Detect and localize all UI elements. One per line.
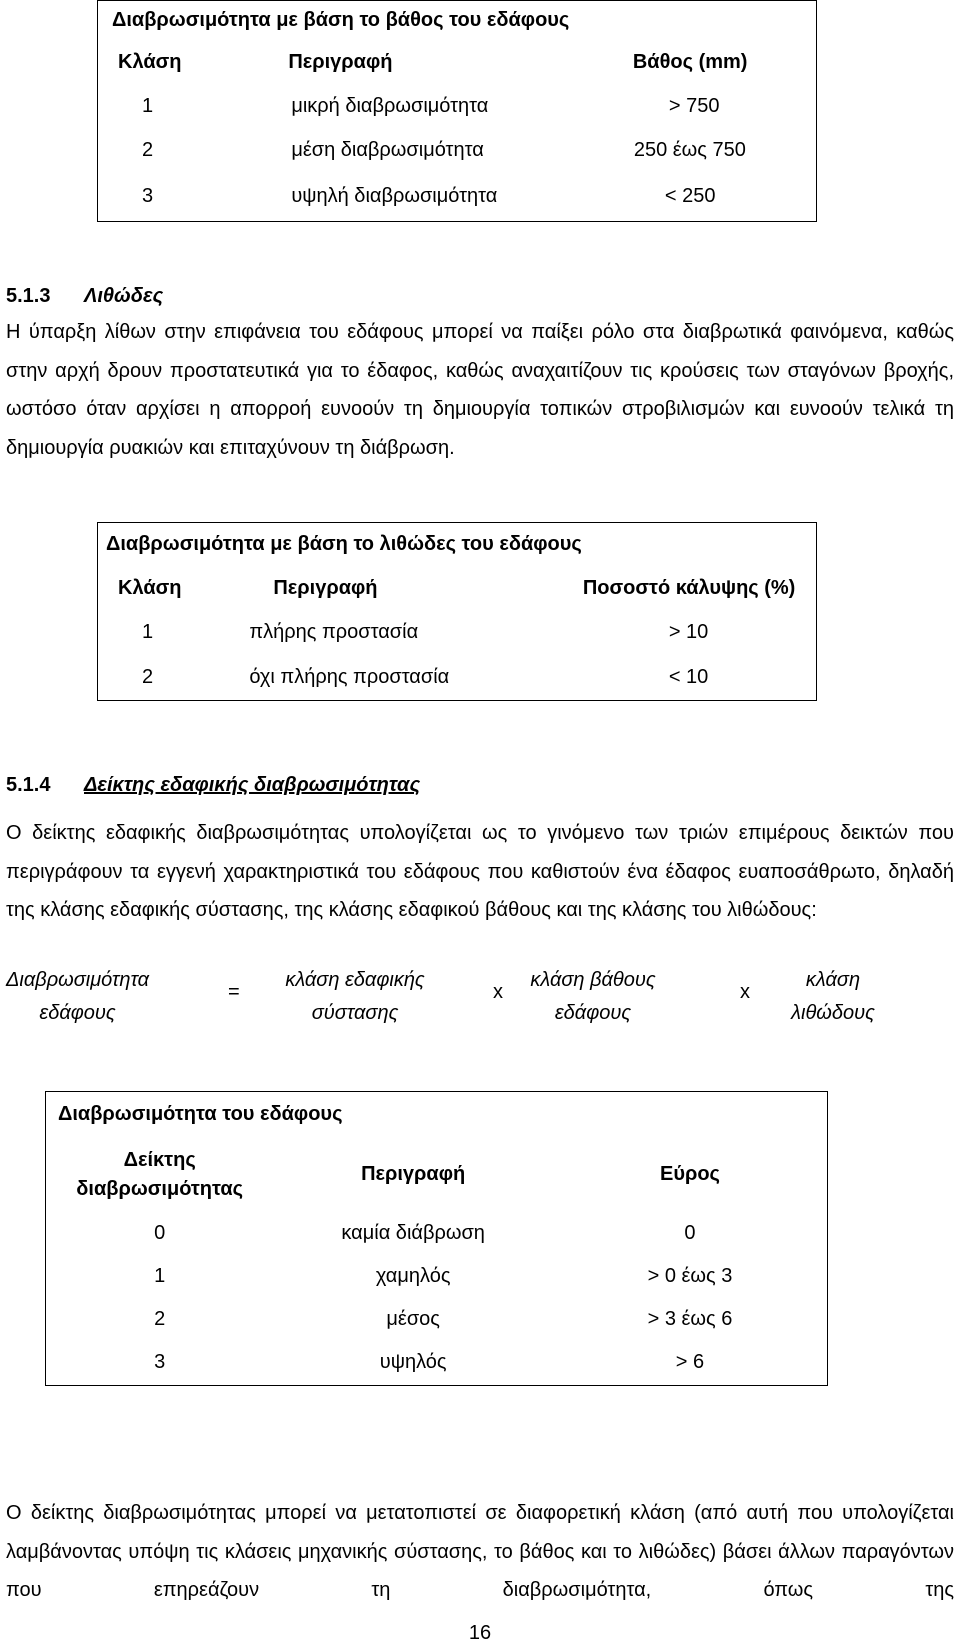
section-heading-index bbox=[6, 774, 421, 797]
table-row bbox=[46, 1341, 828, 1386]
column-header: Βάθος (mm) bbox=[632, 51, 748, 73]
table-cell: > 10 bbox=[668, 621, 709, 643]
table-row bbox=[46, 1298, 828, 1341]
paragraph-stoniness: Η ύπαρξη λίθων στην επιφάνεια του εδάφους μπορεί να παίξει ρόλο στα διαβρωτικά φαινόμενα, καθώς στην αρχή δρουν προστατευτικά για το έδαφος, καθώς αναχαιτίζουν τις κρούσεις των σταγόνων βροχής, ωστόσο όταν αρχίσει η απορροή ευνοούν τη δημιουργία τοπικών στροβιλισμών και ευνοούν τελικά τη δημιουργία ρυακιών και επιταχύνουν τη διάβρωση. bbox=[6, 321, 954, 459]
table-title: Διαβρωσιμότητα με βάση το λιθώδες του εδάφους bbox=[106, 533, 582, 556]
table-row bbox=[98, 655, 817, 701]
table-cell: 3 bbox=[154, 1351, 166, 1374]
section-title: Δείκτης εδαφικής διαβρωσιμότητας bbox=[84, 774, 421, 796]
column-header: Κλάση bbox=[118, 577, 182, 599]
table-cell: 3 bbox=[142, 185, 154, 208]
formula-times: x bbox=[493, 981, 503, 1003]
table-cell: > 3 έως 6 bbox=[647, 1307, 733, 1330]
formula-term-texture: κλάση εδαφικής σύστασης bbox=[285, 969, 425, 1024]
page-number: 16 bbox=[468, 1622, 492, 1644]
table-cell: υψηλός bbox=[379, 1351, 447, 1374]
table-cell: > 6 bbox=[675, 1351, 705, 1374]
table-cell: 1 bbox=[142, 95, 154, 117]
table-cell: 0 bbox=[154, 1221, 166, 1244]
column-header: Ποσοστό κάλυψης (%) bbox=[582, 577, 796, 599]
table-row bbox=[98, 611, 817, 655]
table-cell: 250 έως 750 bbox=[633, 139, 746, 161]
section-title: Λιθώδες bbox=[84, 285, 164, 307]
formula-term-depth: κλάση βάθους εδάφους bbox=[530, 969, 656, 1024]
column-header: Περιγραφή bbox=[361, 1163, 466, 1185]
table-cell: > 0 έως 3 bbox=[647, 1264, 733, 1287]
formula-equals: = bbox=[228, 981, 240, 1003]
table-depth bbox=[97, 0, 817, 222]
table-cell: καμία διάβρωση bbox=[341, 1221, 485, 1244]
column-header: Εύρος bbox=[659, 1163, 720, 1185]
section-number: 5.1.4 bbox=[6, 774, 51, 796]
table-cell: μέσος bbox=[386, 1307, 440, 1330]
table-title: Διαβρωσιμότητα του εδάφους bbox=[58, 1103, 343, 1126]
formula-times: x bbox=[740, 981, 750, 1003]
formula-term-stoniness: κλάση λιθώδους bbox=[791, 969, 875, 1024]
table-cell: 2 bbox=[142, 139, 154, 161]
table-row bbox=[46, 1255, 828, 1298]
column-header: Δείκτης διαβρωσιμότητας bbox=[76, 1148, 244, 1200]
table-cell: χαμηλός bbox=[375, 1264, 451, 1287]
paragraph-index: Ο δείκτης εδαφικής διαβρωσιμότητας υπολογίζεται ως το γινόμενο των τριών επιμέρους δεικτών που περιγράφουν τα εγγενή χαρακτηριστικά του εδάφους που καθιστούν ένα έδαφος ευαποσάθρωτο, δηλαδή της κλάσης εδαφικής σύστασης, της κλάσης εδαφικού βάθους και της κλάσης του λιθώδους: bbox=[6, 822, 954, 921]
table-erodibility-index bbox=[45, 1091, 828, 1386]
table-cell: μέση διαβρωσιμότητα bbox=[291, 139, 484, 161]
table-cell: 1 bbox=[154, 1264, 166, 1287]
table-row bbox=[98, 85, 817, 129]
table-cell: πλήρης προστασία bbox=[249, 621, 419, 643]
table-cell: όχι πλήρης προστασία bbox=[249, 665, 450, 688]
section-heading-stoniness bbox=[6, 285, 164, 308]
table-cell: μικρή διαβρωσιμότητα bbox=[291, 95, 489, 117]
table-row bbox=[46, 1212, 828, 1255]
column-header: Περιγραφή bbox=[273, 577, 378, 599]
formula-lhs: Διαβρωσιμότητα εδάφους bbox=[6, 969, 150, 1024]
table-cell: 2 bbox=[142, 665, 154, 688]
section-number: 5.1.3 bbox=[6, 285, 51, 307]
table-row bbox=[98, 129, 817, 173]
table-cell: > 750 bbox=[668, 95, 720, 117]
column-header: Κλάση bbox=[118, 51, 182, 73]
table-row bbox=[98, 173, 817, 222]
table-cell: 1 bbox=[142, 621, 154, 643]
table-cell: < 250 bbox=[664, 185, 716, 208]
column-header: Περιγραφή bbox=[288, 51, 393, 73]
table-cell: < 10 bbox=[668, 665, 709, 688]
table-cell: 0 bbox=[684, 1221, 696, 1244]
table-title: Διαβρωσιμότητα με βάση το βάθος του εδάφους bbox=[112, 9, 570, 32]
table-stoniness bbox=[97, 522, 817, 701]
table-cell: υψηλή διαβρωσιμότητα bbox=[291, 185, 498, 208]
table-cell: 2 bbox=[154, 1307, 166, 1330]
closing-paragraph: Ο δείκτης διαβρωσιμότητας μπορεί να μετατοπιστεί σε διαφορετική κλάση (από αυτή που υπολογίζεται λαμβάνοντας υπόψη τις κλάσεις μηχανικής σύστασης, το βάθος και το λιθώδες) βάσει άλλων παραγόντων που επηρεάζουν τη διαβρωσιμότητα, όπως της bbox=[6, 1502, 954, 1601]
